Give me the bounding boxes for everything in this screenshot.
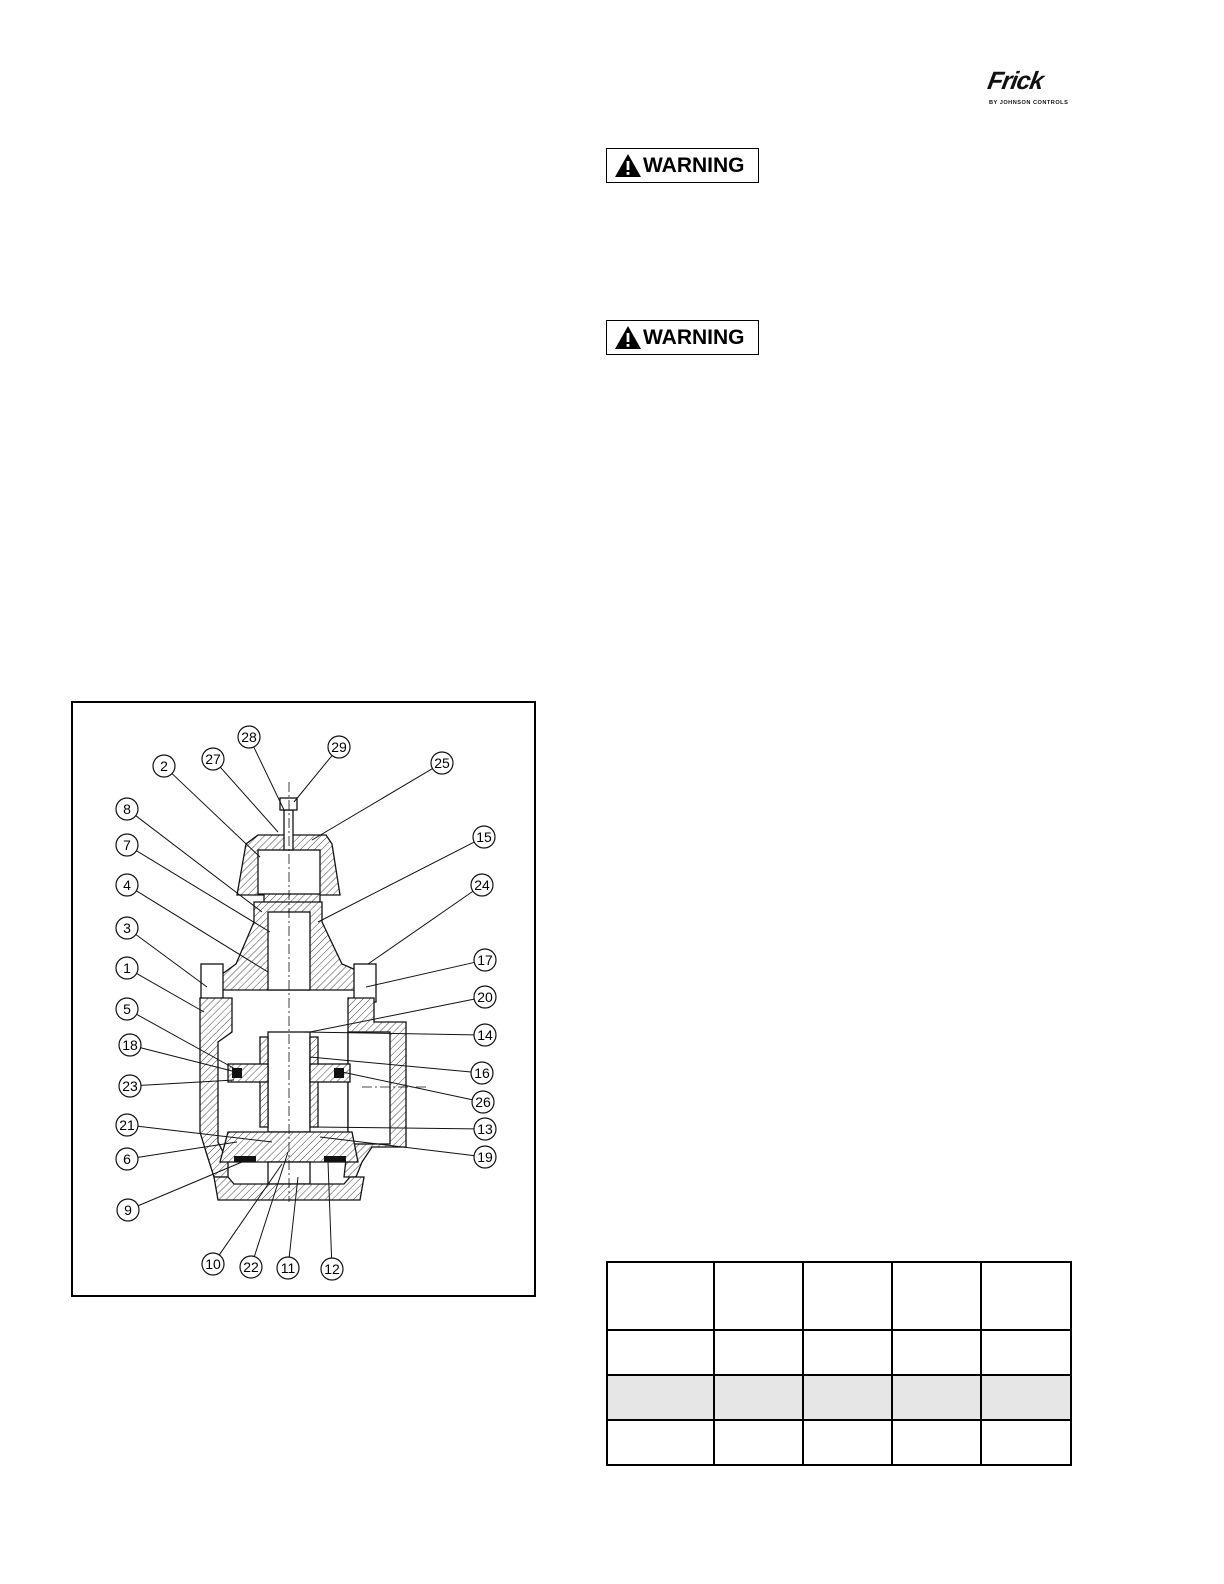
- table-cell: [607, 1330, 714, 1375]
- table-cell: [714, 1262, 803, 1330]
- part-number-label: 21: [119, 1117, 135, 1133]
- part-number-label: 8: [123, 801, 131, 817]
- warning-triangle-icon: [614, 153, 642, 178]
- part-number-label: 18: [122, 1037, 138, 1053]
- table-cell: [607, 1262, 714, 1330]
- part-number-label: 16: [474, 1065, 490, 1081]
- table-cell: [803, 1262, 892, 1330]
- part-number-label: 29: [331, 739, 347, 755]
- warning-text: WARNING: [643, 326, 745, 349]
- part-number-label: 26: [475, 1094, 491, 1110]
- part-number-label: 9: [124, 1202, 132, 1218]
- logo-tagline: BY JOHNSON CONTROLS: [989, 100, 1069, 106]
- part-number-label: 5: [123, 1001, 131, 1017]
- table-cell: [714, 1375, 803, 1420]
- callout-leader: [366, 962, 474, 987]
- parts-table: [606, 1261, 1072, 1466]
- table-cell: [892, 1262, 981, 1330]
- part-number-label: 19: [477, 1149, 493, 1165]
- callout-leader: [368, 891, 473, 964]
- table-cell: [892, 1375, 981, 1420]
- part-number-label: 14: [477, 1027, 493, 1043]
- callout-leader: [328, 1162, 332, 1258]
- part-number-label: 20: [477, 989, 493, 1005]
- table-cell: [714, 1330, 803, 1375]
- callout-leader: [137, 973, 204, 1012]
- callout-leader: [294, 756, 332, 802]
- table-cell: [714, 1420, 803, 1465]
- part-number-label: 6: [123, 1151, 131, 1167]
- table-row: [607, 1420, 1071, 1465]
- logo-brand: Frick: [985, 67, 1046, 95]
- callout-leader: [141, 1080, 234, 1085]
- frick-logo: [985, 67, 1070, 110]
- warning-label-2: [606, 320, 759, 355]
- part-number-label: 10: [205, 1256, 221, 1272]
- table-cell: [803, 1330, 892, 1375]
- callout-leader: [141, 1048, 236, 1072]
- part-number-label: 25: [434, 755, 450, 771]
- table-row: [607, 1375, 1071, 1420]
- part-number-label: 28: [241, 729, 257, 745]
- callout-leader: [318, 842, 474, 922]
- part-number-label: 11: [280, 1260, 296, 1276]
- table-cell: [981, 1375, 1071, 1420]
- part-number-label: 12: [324, 1261, 340, 1277]
- warning-label-1: [606, 148, 759, 183]
- table-header-row: [607, 1262, 1071, 1330]
- table-cell: [803, 1420, 892, 1465]
- table-cell: [892, 1330, 981, 1375]
- part-number-label: 2: [160, 758, 168, 774]
- part-number-label: 23: [122, 1078, 138, 1094]
- callout-leader: [172, 774, 260, 857]
- part-number-label: 4: [123, 877, 131, 893]
- valve-drawing: [73, 703, 534, 1295]
- table-cell: [981, 1420, 1071, 1465]
- table-cell: [981, 1262, 1071, 1330]
- part-number-label: 27: [205, 751, 221, 767]
- table-row: [607, 1330, 1071, 1375]
- table-cell: [607, 1375, 714, 1420]
- table-cell: [803, 1375, 892, 1420]
- warning-triangle-icon: [614, 325, 642, 350]
- callout-leader: [136, 891, 268, 972]
- table-cell: [981, 1330, 1071, 1375]
- warning-text: WARNING: [643, 154, 745, 177]
- part-number-label: 24: [474, 877, 490, 893]
- callout-leader: [254, 747, 284, 810]
- table-cell: [607, 1420, 714, 1465]
- part-number-label: 15: [476, 829, 492, 845]
- part-number-label: 13: [477, 1121, 493, 1137]
- callout-leader: [220, 767, 278, 832]
- table-cell: [892, 1420, 981, 1465]
- part-number-label: 7: [123, 837, 131, 853]
- callout-leader: [312, 769, 433, 840]
- part-number-label: 17: [477, 952, 493, 968]
- part-number-label: 3: [123, 920, 131, 936]
- part-number-label: 22: [243, 1259, 259, 1275]
- valve-cross-section-figure: [71, 701, 536, 1297]
- part-number-label: 1: [123, 960, 131, 976]
